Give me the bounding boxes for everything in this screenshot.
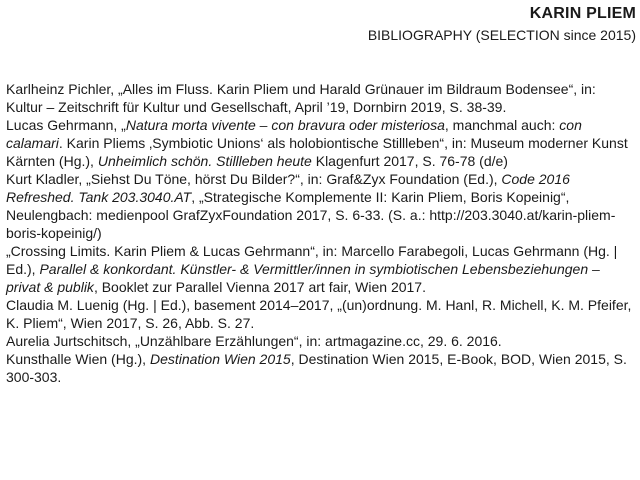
entry-text: Klagenfurt 2017, S. 76-78 (d/e) xyxy=(311,153,508,169)
entry-text: Karlheinz Pichler, „Alles im Fluss. Karin Pliem und Harald Grünauer im Bildraum Bodensee“, in: Kultur – Zeitschrift für Kultur und Gesellschaft, April ’19, Dornbirn 2019, S. 38-39. xyxy=(6,81,596,115)
bibliography-entry xyxy=(6,350,634,386)
bibliography-entry xyxy=(6,242,634,296)
entry-text: Kunsthalle Wien (Hg.), xyxy=(6,351,150,367)
entry-title-italic: Natura morta vivente – con bravura oder misteriosa xyxy=(125,117,445,133)
entry-text: , „Strategische Komplemente II: Karin Pliem, Boris Kopeinig“, Neulengbach: medienpool GrafZyxFoundation 2017, S. 6-33. (S. a.: http://203.3040.at/karin-pliem-boris-kopeinig/) xyxy=(6,189,616,241)
bibliography-entry xyxy=(6,116,634,170)
bibliography-entry xyxy=(6,170,634,242)
bibliography-entry xyxy=(6,80,634,116)
artist-name: KARIN PLIEM xyxy=(529,5,636,22)
entry-text: Claudia M. Luenig (Hg. | Ed.), basement 2014–2017, „(un)ordnung. M. Hanl, R. Michell, K. M. Pfeifer, K. Pliem“, Wien 2017, S. 26, Abb. S. 27. xyxy=(6,297,632,331)
bibliography-heading: BIBLIOGRAPHY (SELECTION since 2015) xyxy=(367,27,636,43)
bibliography-entry xyxy=(6,296,634,332)
entry-text: , Booklet zur Parallel Vienna 2017 art fair, Wien 2017. xyxy=(93,279,426,295)
entry-text: , manchmal auch: xyxy=(444,117,560,133)
entry-title-italic: con calamari xyxy=(6,117,582,151)
entry-text: . Karin Pliems ‚Symbiotic Unions‘ als holobiontische Stillleben“, in: Museum moderner Kunst Kärnten (Hg.), xyxy=(6,135,628,169)
bibliography-list xyxy=(6,80,634,386)
page-header xyxy=(368,3,636,45)
entry-text: Lucas Gehrmann, „ xyxy=(6,117,126,133)
entry-title-italic: Destination Wien 2015 xyxy=(149,351,291,367)
entry-text: „Crossing Limits. Karin Pliem & Lucas Gehrmann“, in: Marcello Farabegoli, Lucas Gehrmann (Hg. | Ed.), xyxy=(6,243,618,277)
entry-title-italic: Unheimlich schön. Stillleben heute xyxy=(97,153,312,169)
entry-title-italic: Parallel & konkordant. Künstler- & Vermittler/innen in symbiotischen Lebensbeziehungen – privat & publik xyxy=(6,261,600,295)
entry-text: Aurelia Jurtschitsch, „Unzählbare Erzählungen“, in: artmagazine.cc, 29. 6. 2016. xyxy=(6,333,502,349)
entry-text: Kurt Kladler, „Siehst Du Töne, hörst Du Bilder?“, in: Graf&Zyx Foundation (Ed.), xyxy=(6,171,502,187)
entry-text: , Destination Wien 2015, E-Book, BOD, Wien 2015, S. 300-303. xyxy=(6,351,627,385)
entry-title-italic: Code 2016 Refreshed. Tank 203.3040.AT xyxy=(6,171,570,205)
bibliography-entry xyxy=(6,332,634,350)
